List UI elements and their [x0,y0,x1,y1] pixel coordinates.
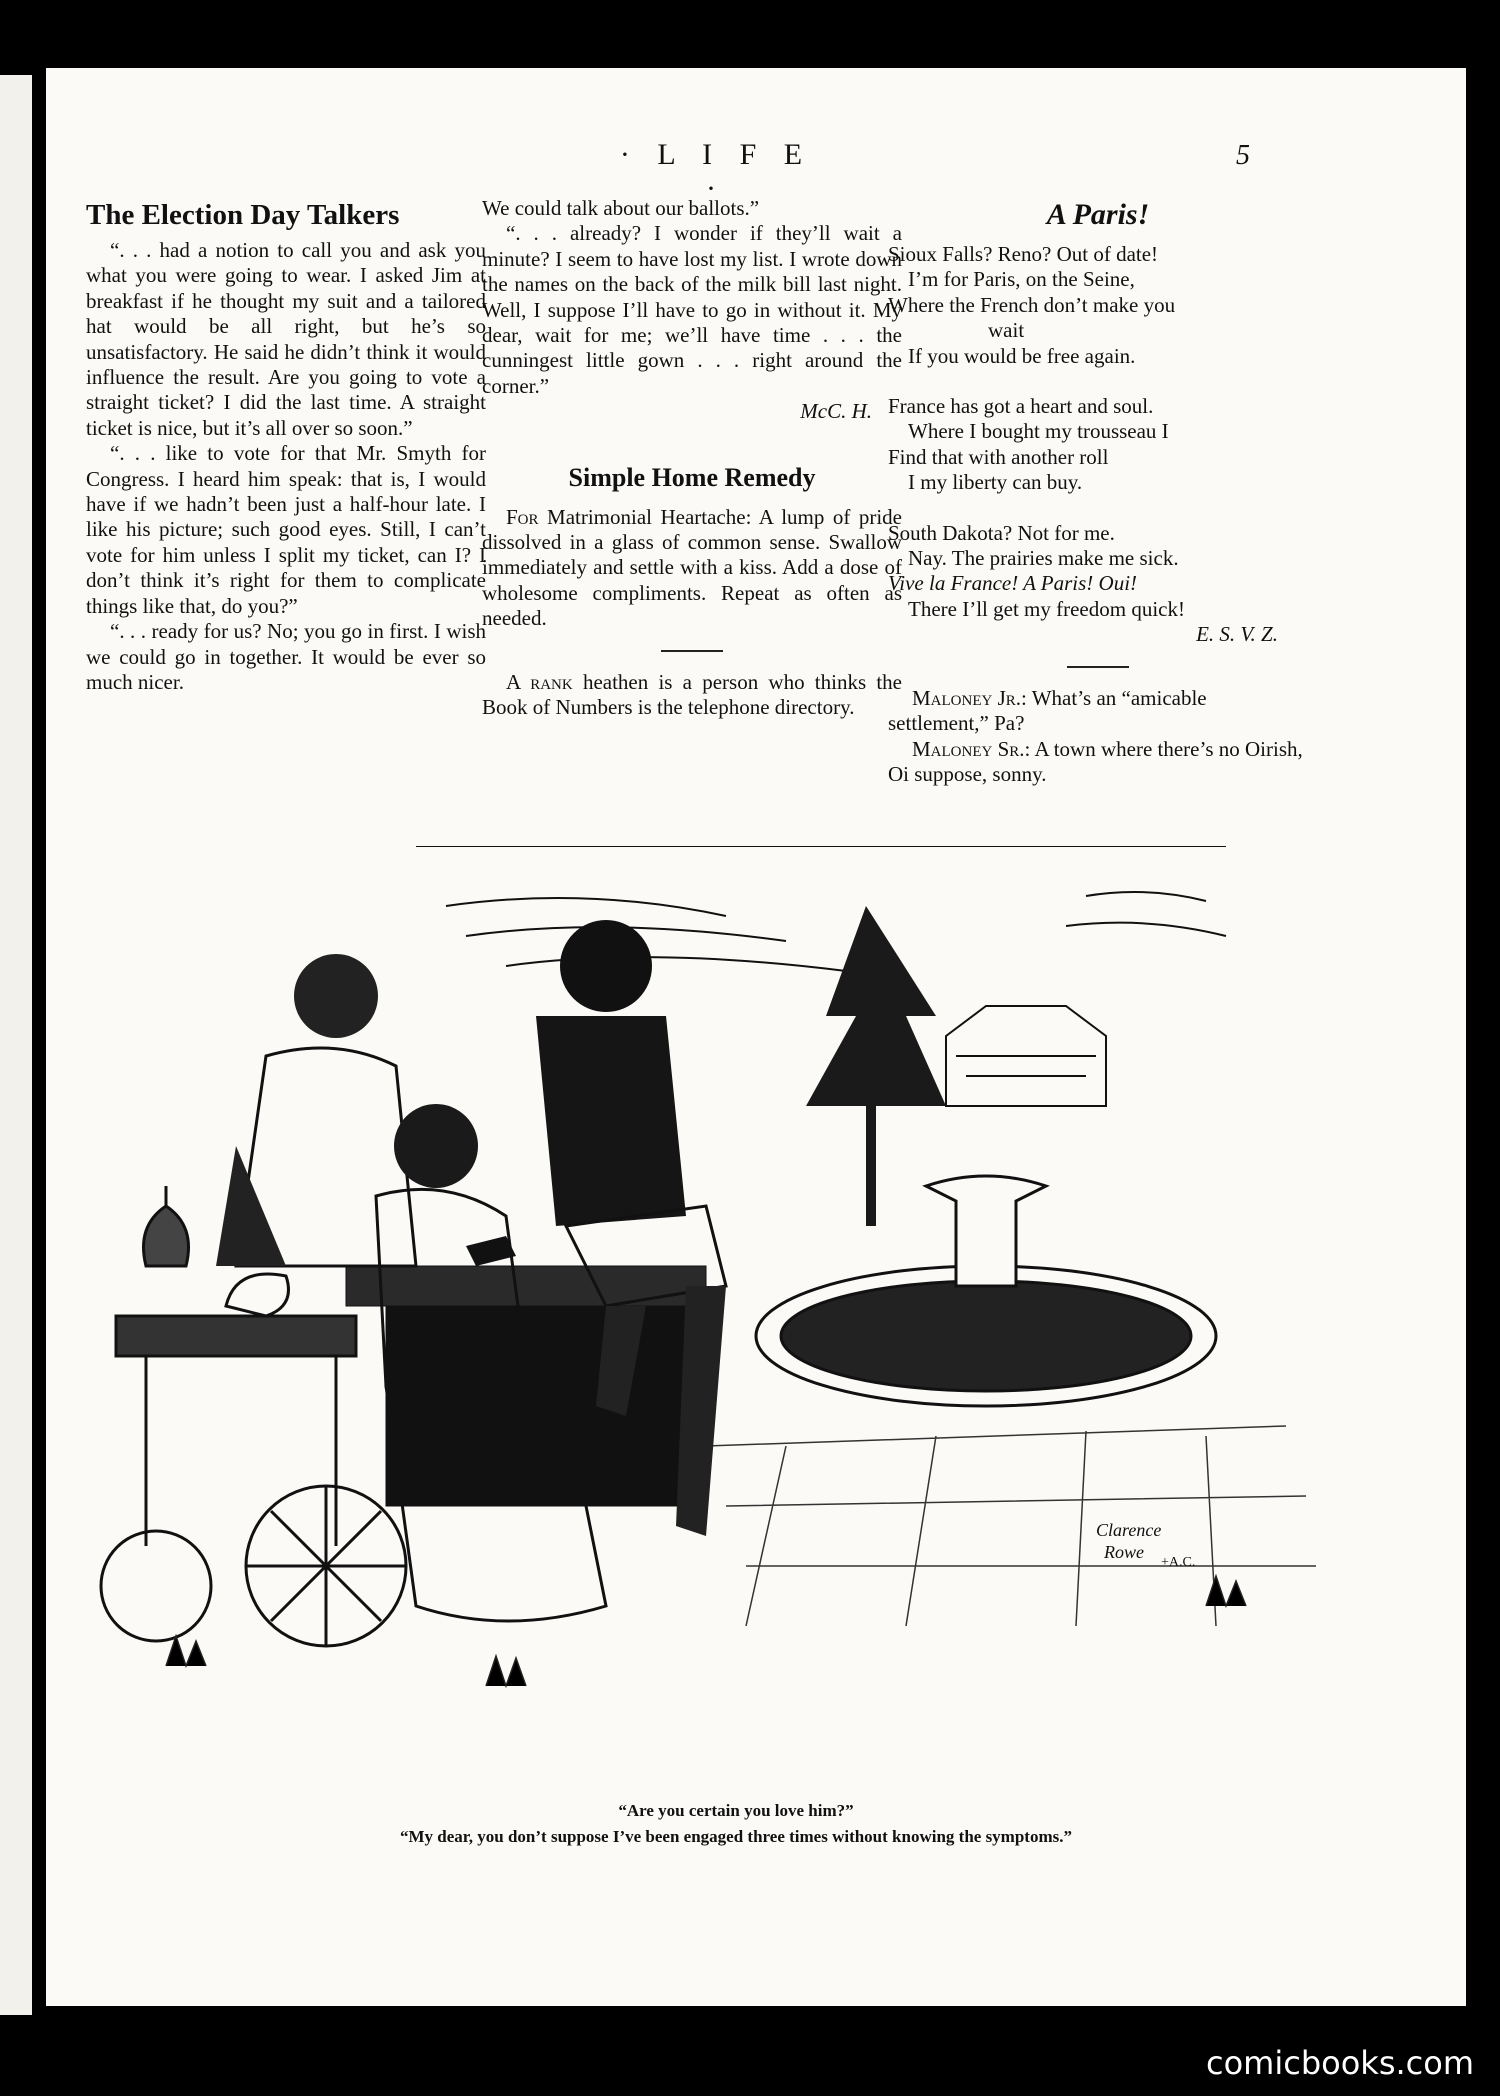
poem-line: France has got a heart and soul. [888,394,1154,419]
paragraph: “. . . had a notion to call you and ask you what you were going to wear. I asked Jim at breakfast if he thought my suit and a tailored hat would be all right, but he’s so unsatisfactory. He said he didn’t think it would influence the result. Are you going to vote a straight ticket? I did the last time. A straight ticket is nice, but it’s all over so soon.” [86,238,486,440]
divider [661,650,723,652]
heathen-body: heathen is a person who thinks the Book of Numbers is the telephone directory. [482,669,903,720]
remedy-body: Matrimonial Heartache: A lump of pride dissolved in a glass of common sense. Swallow immediately and settle with a kiss. Add a dose of wholesome compliments. Repeat as often as needed. [482,504,902,631]
poem-line: Vive la France! A Paris! Oui! [888,571,1138,596]
poem-line: There I’ll get my freedom quick! [908,596,1185,621]
poem-title: A Paris! [1046,198,1150,231]
stanza [888,394,1308,496]
caption-line: “Are you certain you love him?” [618,1801,854,1820]
column-2 [482,196,902,721]
paragraph [888,686,1308,737]
woman-left-standing [216,954,416,1266]
sky-hatching [1066,892,1226,936]
site-watermark: comicbooks.com [1205,2044,1474,2082]
poem-line: I my liberty can buy. [908,470,1083,495]
tree [806,906,946,1226]
illustration-garden-scene [86,846,1326,1746]
poem-line: Find that with another roll [888,444,1109,469]
signature: McC. H. [800,399,872,424]
poem-line: South Dakota? Not for me. [888,520,1115,545]
article-title-election: The Election Day Talkers [86,199,400,231]
paragraph: “. . . ready for us? No; you go in first. I wish we could go in together. It would be ever so much nicer. [86,619,486,694]
paragraph: “. . . already? I wonder if they’ll wait a minute? I seem to have lost my list. I wrote down the names on the back of the milk bill last night. Well, I suppose I’ll have to go in without it. My dear, wait for me; we’ll have time . . . the cunningest little gown . . . right around the corner.” [482,221,902,398]
paragraph: “. . . like to vote for that Mr. Smyth for Congress. I heard him speak: that is, I would have if we hadn’t been just a half-hour late. I like his picture; such good eyes. Still, I can’t vote for him unless I split my ticket, can I? I don’t think it’s right for them to complicate things like that, do you?” [86,441,486,618]
adjacent-page-edge [0,75,32,2015]
signature: E. S. V. Z. [1196,622,1278,647]
column-1 [86,196,486,695]
page-number: 5 [1236,140,1250,171]
magazine-page [46,68,1466,2006]
joke-line: A town where there’s no Oirish, Oi suppose, sonny. [888,736,1303,786]
stanza [888,242,1308,369]
fountain [756,1176,1216,1406]
poem-line: If you would be free again. [908,343,1136,368]
house [946,1006,1106,1106]
artist-signature: Rowe [1104,1542,1144,1562]
article-title-remedy: Simple Home Remedy [568,462,816,492]
speaker: Maloney Sr.: [912,736,1031,761]
paragraph [482,505,902,632]
lead-word: For [506,504,539,529]
magazine-title: · L I F E · [619,138,813,205]
poem-line: Nay. The prairies make me sick. [908,546,1179,571]
paragraph [888,737,1308,788]
paragraph [482,670,902,721]
poem-line: Where I bought my trousseau I [908,419,1169,444]
lead-word: A rank [506,669,573,694]
ground-grass [166,1576,1246,1686]
poem-line: wait [988,318,1025,343]
joke-line: What’s an “amicable settlement,” Pa? [888,685,1207,736]
poem-line: Sioux Falls? Reno? Out of date! [888,242,1159,266]
paragraph: We could talk about our ballots.” [482,196,760,220]
paving-stones [706,1426,1316,1626]
artist-signature: Clarence [1096,1520,1162,1540]
caption-line: “My dear, you don’t suppose I’ve been engaged three times without knowing the symptoms.” [399,1827,1072,1846]
divider [1067,666,1129,668]
stanza [888,521,1308,648]
column-3 [888,196,1308,787]
speaker: Maloney Jr.: [912,685,1027,710]
artist-signature: +A.C. [1161,1555,1196,1570]
poem-line: I’m for Paris, on the Seine, [908,267,1135,292]
poem-line: Where the French don’t make you [888,292,1176,317]
illustration-caption [106,1798,1366,1850]
